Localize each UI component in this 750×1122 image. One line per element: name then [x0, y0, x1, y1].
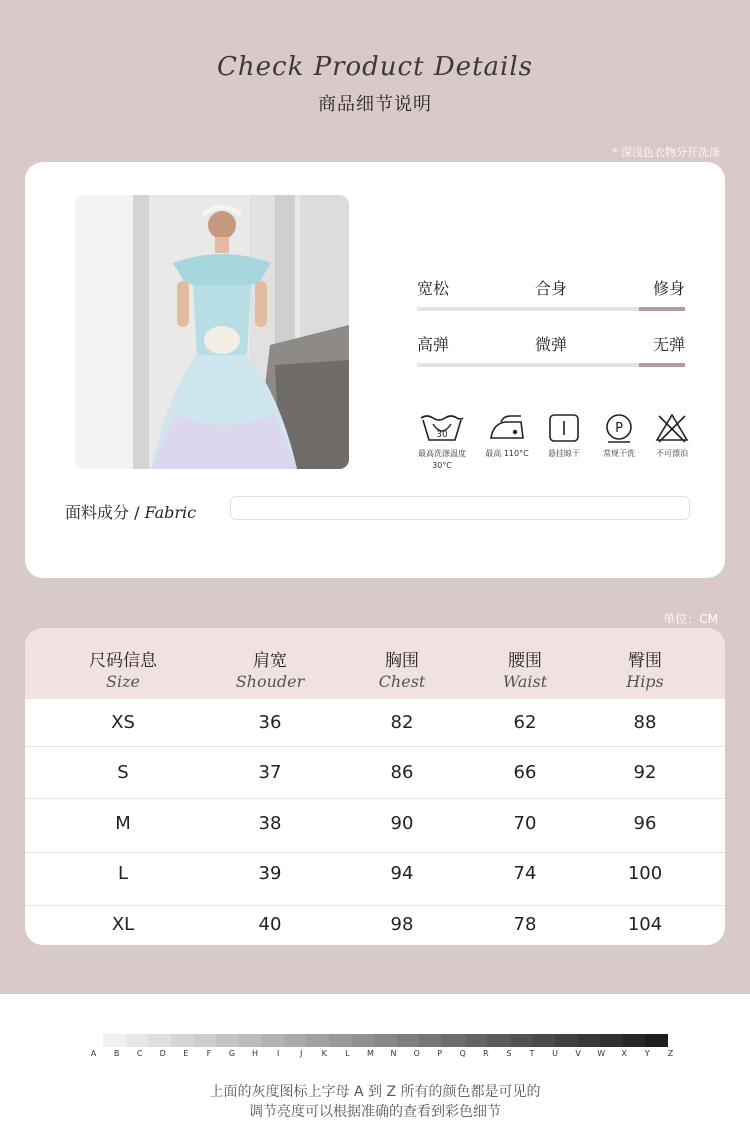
grayscale-letter: H — [252, 1049, 259, 1058]
fit-scale-label-loose: 宽松 — [417, 279, 450, 298]
header-shoulder-en: Shouder — [235, 672, 305, 691]
grayscale-letter: E — [183, 1049, 189, 1058]
wash-note: * 深浅色衣物分开洗涤 — [612, 146, 720, 159]
care-label-wash-line1: 最高洗涤温度 — [418, 449, 466, 458]
header-hips-en: Hips — [626, 672, 664, 691]
header-shoulder-cn: 肩宽 — [253, 651, 287, 671]
care-label-hang: 悬挂晾干 — [548, 449, 580, 458]
cell-waist: 78 — [513, 914, 537, 935]
grayscale-swatch — [600, 1034, 623, 1047]
grayscale-letter: K — [321, 1049, 327, 1058]
header-size-cn: 尺码信息 — [89, 651, 157, 671]
hang-dry-icon — [547, 412, 581, 444]
cell-size: XL — [111, 914, 135, 935]
size-table-header — [25, 628, 725, 699]
fabric-label-cn: 面料成分 / — [65, 503, 145, 522]
grayscale-swatch — [623, 1034, 646, 1047]
grayscale-letter: G — [228, 1049, 236, 1058]
grayscale-letter: J — [300, 1049, 303, 1058]
unit-note: 单位：CM — [663, 612, 718, 626]
cell-chest: 86 — [390, 762, 414, 783]
grayscale-swatch — [171, 1034, 194, 1047]
grayscale-swatch — [126, 1034, 149, 1047]
header-chest-cn: 胸围 — [385, 651, 419, 671]
stretch-scale-label-none: 无弹 — [652, 335, 685, 354]
grayscale-letter: Y — [644, 1049, 650, 1058]
care-label-dryclean: 常规干洗 — [603, 449, 635, 458]
row-divider — [25, 905, 725, 906]
page-title: Check Product Details — [216, 52, 533, 82]
stretch-scale-label-high: 高弹 — [417, 335, 450, 354]
cell-chest: 82 — [390, 712, 414, 733]
header-hips-cn: 臀围 — [628, 651, 662, 671]
stretch-scale-track — [417, 363, 685, 367]
grayscale-swatch — [193, 1034, 216, 1047]
fit-scale-label-regular: 合身 — [534, 279, 567, 298]
grayscale-swatch — [555, 1034, 578, 1047]
fabric-label-en: Fabric — [144, 503, 197, 522]
cell-size: S — [117, 762, 129, 783]
grayscale-swatch — [306, 1034, 329, 1047]
header-waist-en: Waist — [502, 672, 548, 691]
grayscale-swatch — [465, 1034, 488, 1047]
grayscale-letter: V — [575, 1049, 581, 1058]
grayscale-letter: L — [345, 1049, 350, 1058]
cell-hips: 104 — [627, 914, 663, 935]
cell-waist: 74 — [513, 863, 537, 884]
cell-size: L — [117, 863, 129, 884]
grayscale-letter: T — [529, 1049, 535, 1058]
grayscale-letter: N — [390, 1049, 397, 1058]
grayscale-swatch — [103, 1034, 126, 1047]
stretch-scale-selected — [639, 363, 685, 367]
care-label-wash-line2: 30°C — [432, 461, 452, 470]
page-subtitle: 商品细节说明 — [318, 94, 432, 115]
grayscale-swatch — [419, 1034, 442, 1047]
header-waist-cn: 腰围 — [508, 651, 542, 671]
grayscale-swatch — [352, 1034, 375, 1047]
stretch-scale-label-slight: 微弹 — [534, 335, 567, 354]
grayscale-swatch — [645, 1034, 668, 1047]
grayscale-swatch — [148, 1034, 171, 1047]
cell-hips: 88 — [633, 712, 657, 733]
cell-hips: 96 — [633, 813, 657, 834]
fit-scale-label-slim: 修身 — [652, 279, 685, 298]
care-item-nobleach — [637, 412, 707, 460]
cell-chest: 98 — [390, 914, 414, 935]
wash-temp-text: 30 — [436, 430, 448, 440]
fit-scale-selected — [639, 307, 685, 311]
header-size-en: Size — [106, 672, 140, 691]
cell-shoulder: 37 — [258, 762, 282, 783]
grayscale-letter: W — [597, 1049, 606, 1058]
footer-line-2: 调节亮度可以根据准确的查看到彩色细节 — [249, 1104, 501, 1120]
grayscale-swatch — [329, 1034, 352, 1047]
cell-shoulder: 40 — [258, 914, 282, 935]
grayscale-swatch — [261, 1034, 284, 1047]
grayscale-letter: S — [506, 1049, 512, 1058]
care-label-iron: 最高 110°C — [485, 449, 529, 458]
grayscale-swatch — [397, 1034, 420, 1047]
fit-scale — [417, 276, 685, 311]
grayscale-letter: D — [159, 1049, 166, 1058]
product-details-card — [25, 162, 725, 578]
grayscale-letter: X — [621, 1049, 628, 1058]
grayscale-letter: Q — [459, 1049, 466, 1058]
cell-size: XS — [111, 712, 135, 733]
grayscale-letter: O — [413, 1049, 420, 1058]
grayscale-letter: B — [113, 1049, 120, 1058]
no-bleach-icon — [655, 412, 689, 444]
fabric-label — [65, 500, 196, 523]
grayscale-letter: Z — [667, 1049, 674, 1058]
iron-icon — [487, 412, 527, 444]
grayscale-letter: I — [276, 1049, 280, 1058]
care-label-nobleach: 不可漂泊 — [656, 449, 688, 458]
row-divider — [25, 798, 725, 799]
grayscale-letter: P — [437, 1049, 443, 1058]
cell-chest: 94 — [390, 863, 414, 884]
stretch-scale — [417, 332, 685, 367]
cell-waist: 62 — [513, 712, 537, 733]
grayscale-swatch — [510, 1034, 533, 1047]
footer-line-1: 上面的灰度图标上字母 A 到 Z 所有的颜色都是可见的 — [209, 1084, 541, 1100]
care-item-wash — [407, 412, 477, 472]
grayscale-letters — [86, 1049, 678, 1058]
grayscale-letter: M — [366, 1049, 374, 1058]
fit-scale-track — [417, 307, 685, 311]
grayscale-swatch — [577, 1034, 600, 1047]
grayscale-letter: A — [90, 1049, 97, 1058]
cell-shoulder: 36 — [258, 712, 282, 733]
grayscale-swatch — [239, 1034, 262, 1047]
dry-clean-glyph: P — [615, 421, 623, 436]
grayscale-letter: C — [136, 1049, 143, 1058]
grayscale-swatch — [374, 1034, 397, 1047]
care-label-wash — [407, 448, 477, 472]
dry-clean-icon — [602, 412, 636, 444]
cell-chest: 90 — [390, 813, 414, 834]
grayscale-swatch — [216, 1034, 239, 1047]
cell-hips: 100 — [627, 863, 663, 884]
grayscale-swatch — [284, 1034, 307, 1047]
wash-tub-icon — [419, 412, 465, 444]
cell-waist: 70 — [513, 813, 537, 834]
fabric-field — [230, 496, 690, 520]
grayscale-swatch — [487, 1034, 510, 1047]
cell-shoulder: 38 — [258, 813, 282, 834]
grayscale-letter: U — [552, 1049, 558, 1058]
row-divider — [25, 746, 725, 747]
cell-size: M — [115, 813, 131, 834]
product-photo — [75, 195, 349, 469]
grayscale-letter: R — [483, 1049, 489, 1058]
grayscale-swatch — [532, 1034, 555, 1047]
grayscale-letter: F — [206, 1049, 212, 1058]
cell-waist: 66 — [513, 762, 537, 783]
header-chest-en: Chest — [378, 672, 426, 691]
grayscale-bar — [103, 1034, 668, 1047]
cell-hips: 92 — [633, 762, 657, 783]
dress-illustration — [75, 195, 349, 469]
cell-shoulder: 39 — [258, 863, 282, 884]
row-divider — [25, 852, 725, 853]
grayscale-swatch — [442, 1034, 465, 1047]
size-table — [25, 628, 725, 945]
